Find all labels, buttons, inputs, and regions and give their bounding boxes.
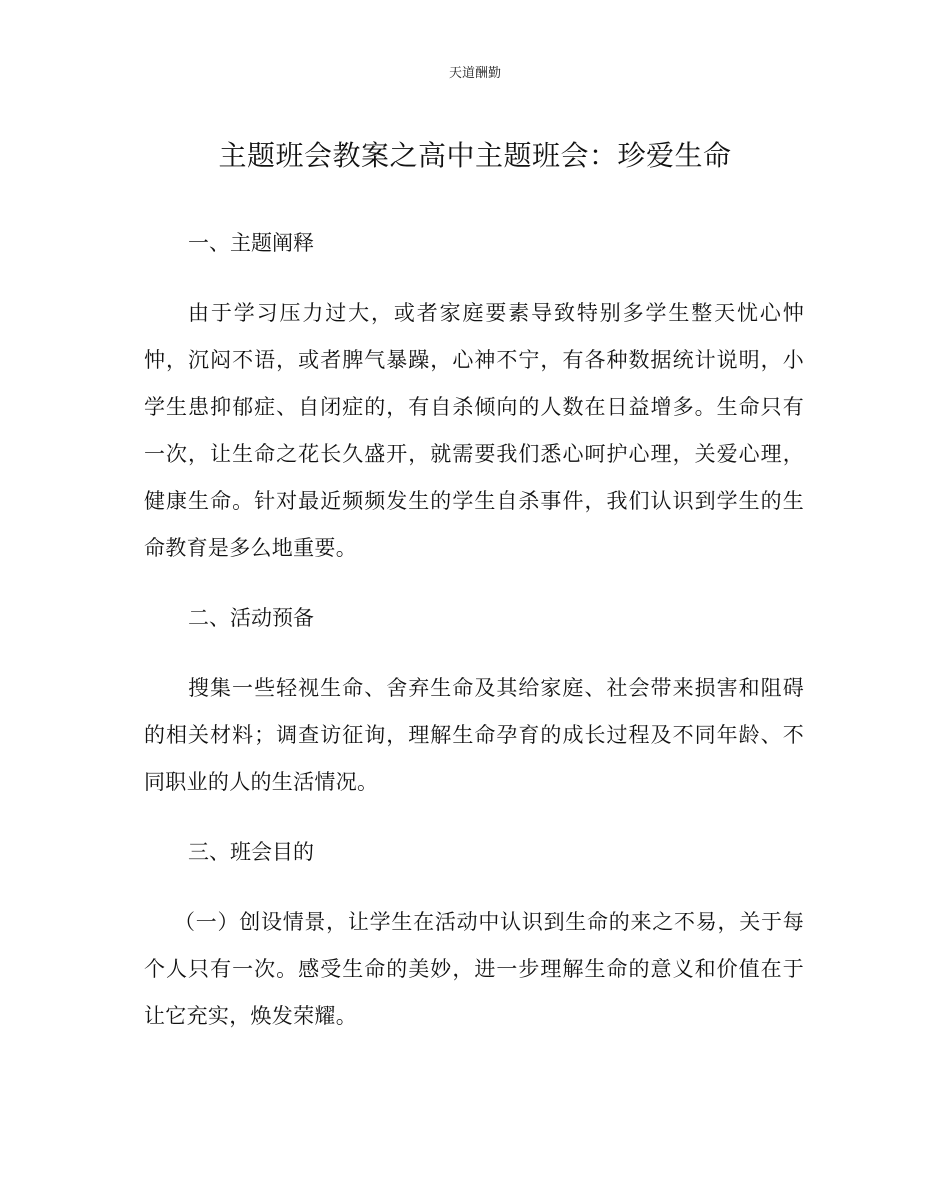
document-title: 主题班会教案之高中主题班会：珍爱生命 <box>218 139 732 172</box>
section-heading-preparation: 二、活动预备 <box>188 606 314 630</box>
section-heading-theme: 一、主题阐释 <box>188 231 314 255</box>
section-paragraph-goals: （一）创设情景，让学生在活动中认识到生命的来之不易，关于每个人只有一次。感受生命的美妙，进一步理解生命的意义和价值在于让它充实，焕发荣耀。 <box>144 910 804 1028</box>
section-paragraph-preparation: 搜集一些轻视生命、舍弃生命及其给家庭、社会带来损害和阻碍的相关材料；调查访征询，理解生命孕育的成长过程及不同年龄、不同职业的人的生活情况。 <box>144 676 804 794</box>
document-body <box>144 220 804 1063</box>
section-paragraph-theme: 由于学习压力过大，或者家庭要素导致特别多学生整天忧心忡忡，沉闷不语，或者脾气暴躁，心神不宁，有各种数据统计说明，小学生患抑郁症、自闭症的，有自杀倾向的人数在日益增多。生命只有一次，让生命之花长久盛开，就需要我们悉心呵护心理，关爱心理，健康生命。针对最近频频发生的学生自杀事件，我们认识到学生的生命教育是多么地重要。 <box>144 301 804 560</box>
section-heading-goals: 三、班会目的 <box>188 840 314 864</box>
page-header: 天道酬勤 <box>448 66 501 81</box>
